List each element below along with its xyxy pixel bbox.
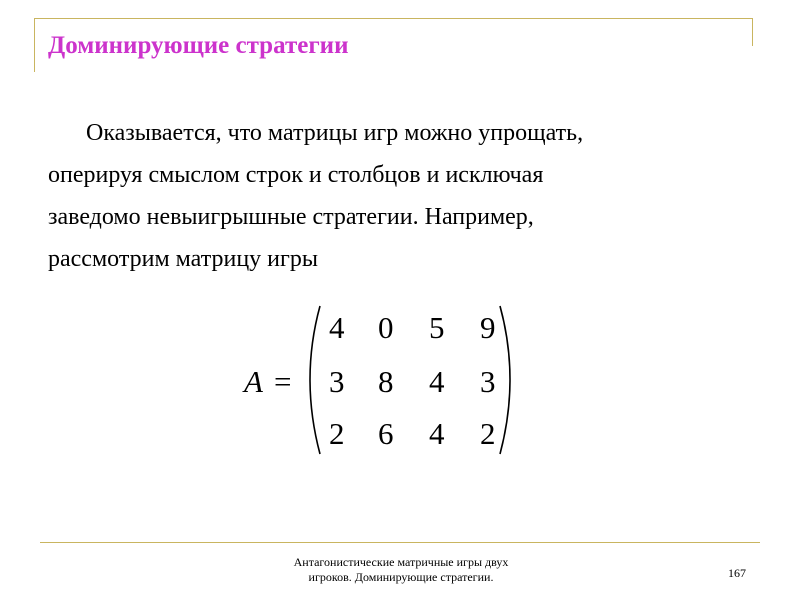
matrix-cell: 2 (329, 416, 345, 451)
matrix-cell: 3 (480, 364, 496, 399)
frame-left-line (34, 18, 35, 72)
body-line: рассмотрим матрицу игры (48, 246, 318, 272)
matrix-cell: 9 (480, 310, 496, 345)
footer-caption (258, 555, 544, 585)
matrix-cells (329, 310, 496, 451)
body-line: заведомо невыигрышные стратегии. Например, (48, 204, 534, 230)
matrix-equals: = (274, 364, 292, 399)
matrix-cell: 0 (378, 310, 394, 345)
right-paren (500, 306, 510, 454)
footer-divider (40, 542, 760, 543)
slide-title: Доминирующие стратегии (48, 32, 349, 59)
frame-top-line (34, 18, 752, 19)
page-number: 167 (728, 566, 746, 580)
left-paren (310, 306, 320, 454)
body-line: Оказывается, что матрицы игр можно упрощать, (86, 120, 584, 146)
body-paragraph (48, 112, 748, 280)
matrix-cell: 3 (329, 364, 345, 399)
matrix-lhs: A (244, 364, 263, 399)
matrix-cell: 8 (378, 364, 394, 399)
matrix-cell: 2 (480, 416, 496, 451)
body-line: оперируя смыслом строк и столбцов и исключая (48, 162, 544, 188)
footer-caption-line: Антагонистические матричные игры двух (293, 555, 509, 569)
frame-right-line (752, 18, 753, 46)
matrix-cell: 4 (329, 310, 345, 345)
matrix-cell: 6 (378, 416, 394, 451)
matrix-cell: 5 (429, 310, 445, 345)
matrix-cell: 4 (429, 416, 445, 451)
footer-caption-line: игроков. Доминирующие стратегии. (308, 570, 494, 584)
matrix-formula (230, 296, 530, 466)
matrix-cell: 4 (429, 364, 445, 399)
